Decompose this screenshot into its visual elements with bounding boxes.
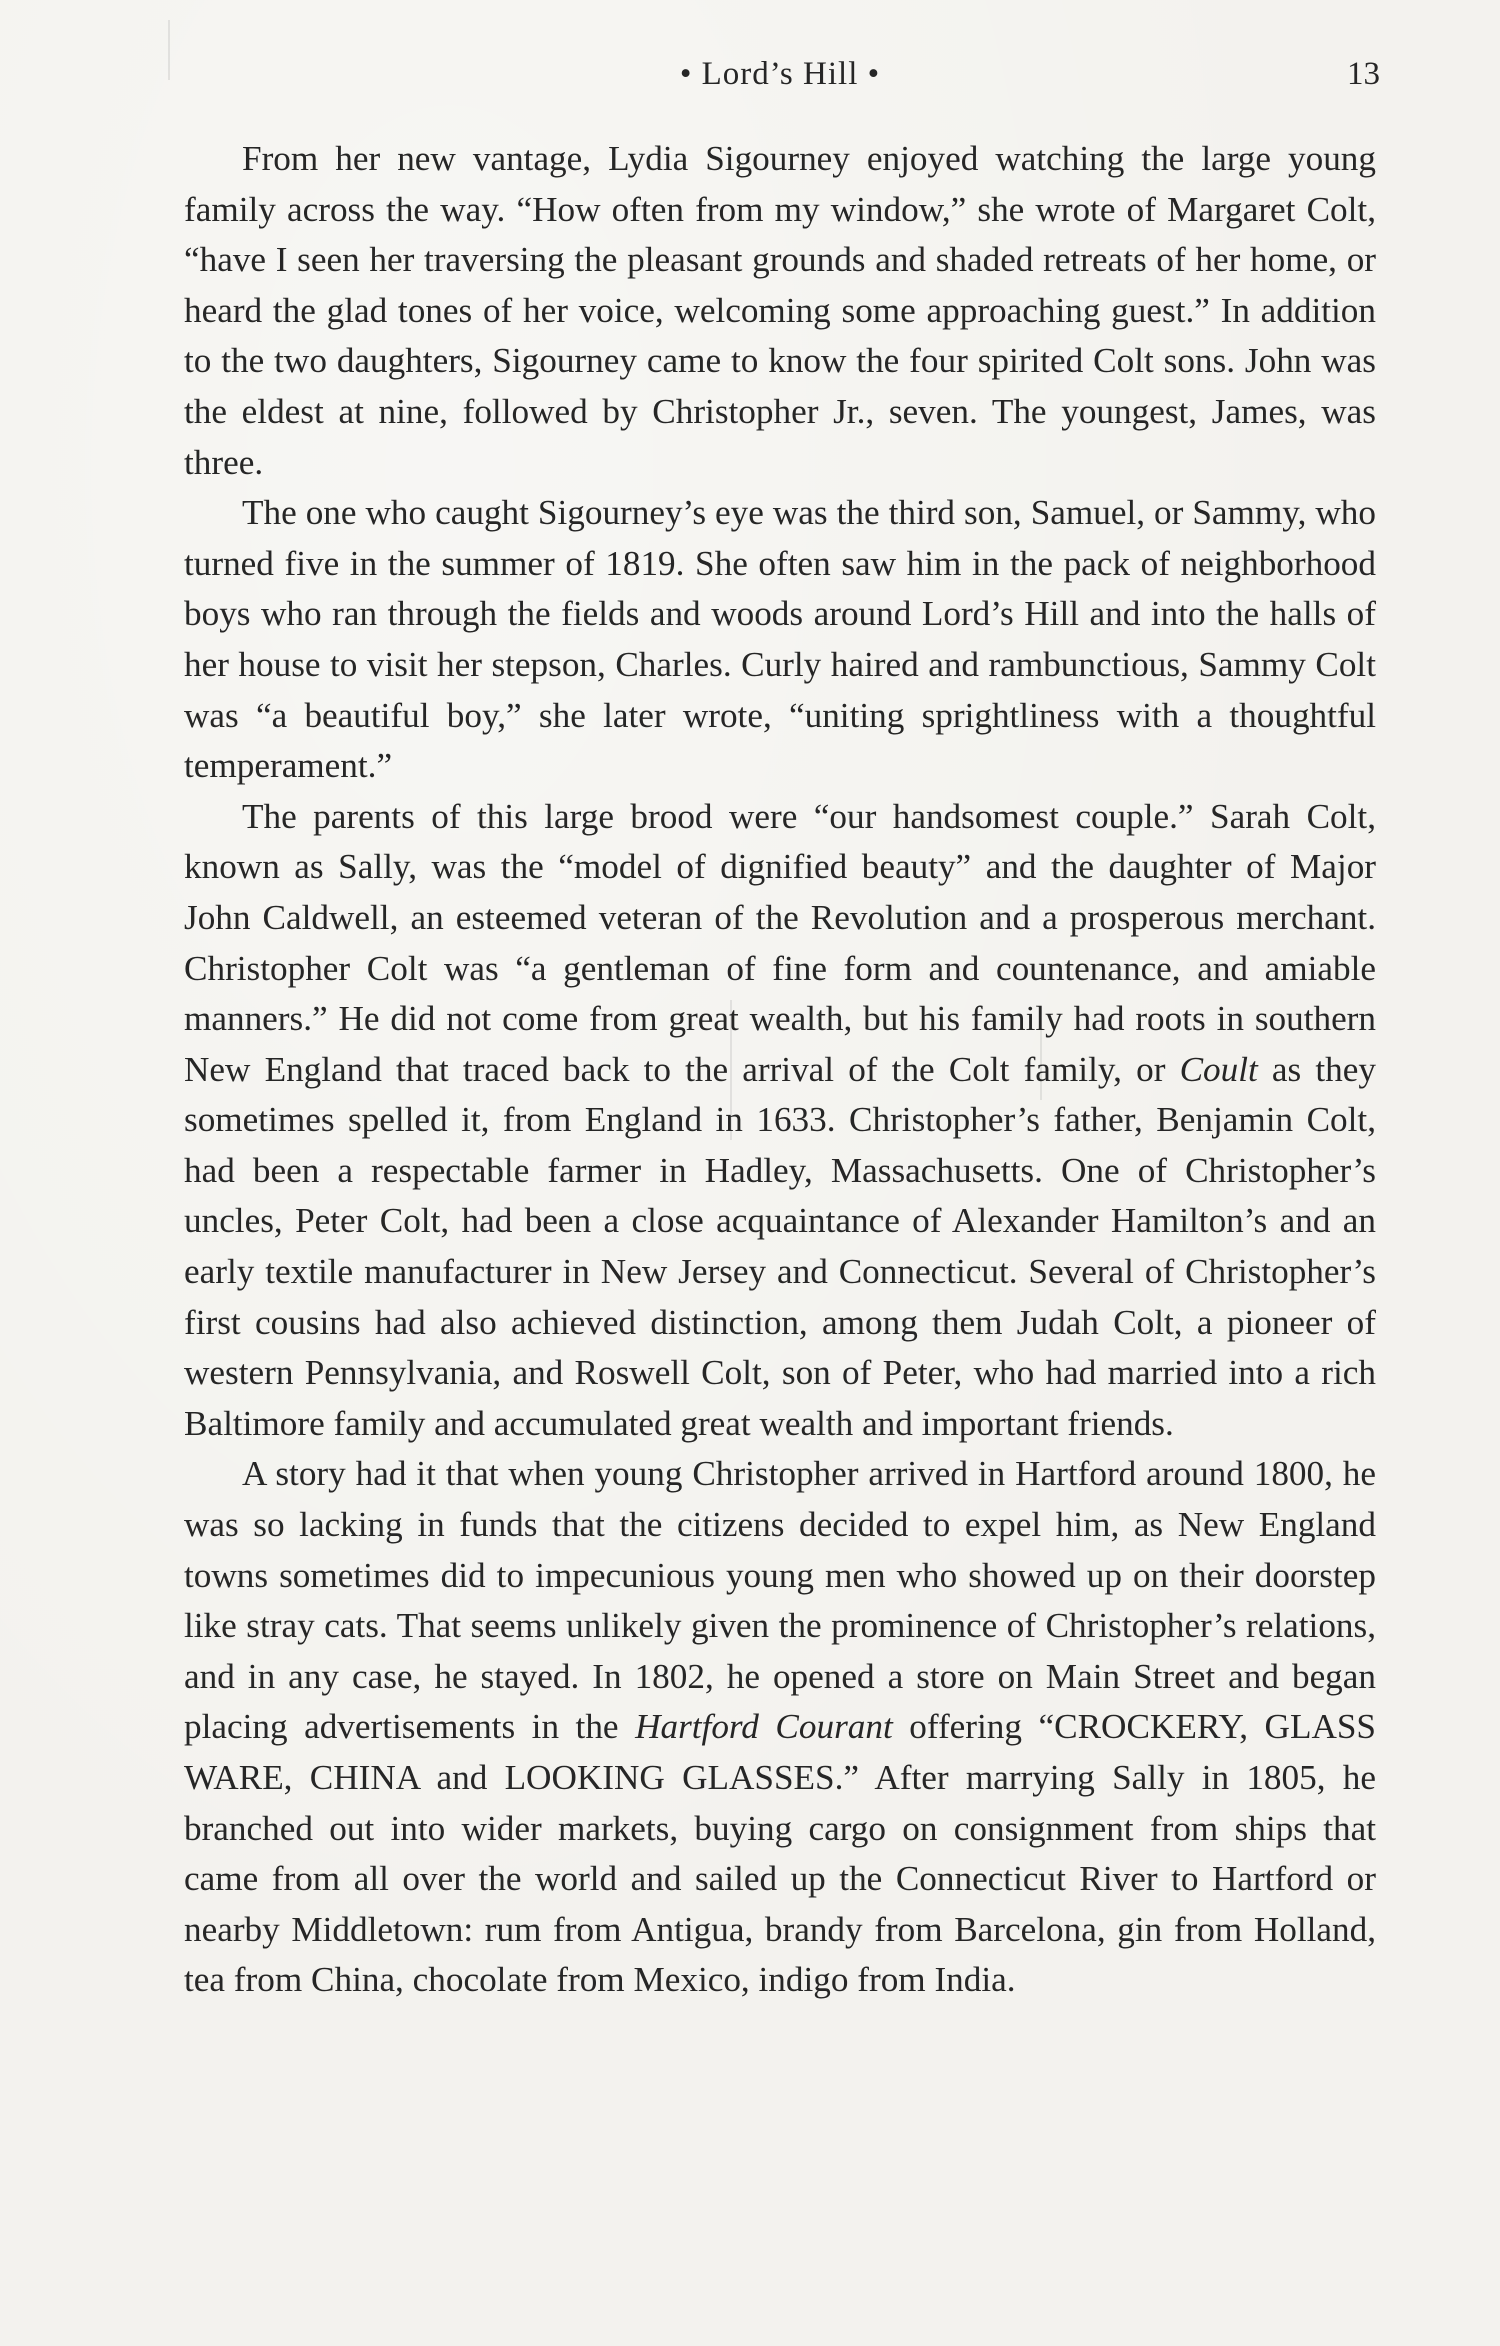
running-title: • Lord’s Hill • <box>679 56 881 92</box>
text-run: offering “CROCKERY, GLASS WARE, CHINA and LOOKING GLASSES.” After marrying Sally in 1805, he branched out into wider markets, buying cargo on consignment from ships that came from all over the world and sailed up the Connecticut River to Hartford or nearby Middletown: rum from Antigua, brandy from Barcelona, gin from Holland, tea from China, chocolate from Mexico, indigo from India. <box>184 1707 1377 2000</box>
text-run: as they sometimes spelled it, from England in 1633. Christopher’s father, Benjamin Colt, had been a respectable farmer in Hadley, Massachusetts. One of Christopher’s uncles, Peter Colt, had been a close acquaintance of Alexander Hamilton’s and an early textile manufacturer in New Jersey and Connecticut. Several of Christopher’s first cousins had also achieved distinction, among them Judah Colt, a pioneer of western Pennsylvania, and Roswell Colt, son of Peter, who had married into a rich Baltimore family and accumulated great wealth and important friends. <box>184 1049 1376 1443</box>
paragraph <box>184 134 1376 488</box>
running-head <box>180 50 1380 100</box>
text-run: A story had it that when young Christopher arrived in Hartford around 1800, he was so lacking in funds that the citizens decided to expel him, as New England towns sometimes did to impecunious young men who showed up on their doorstep like stray cats. That seems unlikely given the prominence of Christopher’s relations, and in any case, he stayed. In 1802, he opened a store on Main Street and began placing advertisements in the <box>184 1454 1376 1747</box>
page-number: 13 <box>1347 56 1380 92</box>
italic-text-run: Coult <box>1179 1049 1258 1089</box>
show-through-mark <box>168 20 170 80</box>
paragraph <box>184 1449 1376 2006</box>
text-run: From her new vantage, Lydia Sigourney enjoyed watching the large young family across the way. “How often from my window,” she wrote of Margaret Colt, “have I seen her traversing the pleasant grounds and shaded retreats of her home, or heard the glad tones of her voice, welcoming some approaching guest.” In addition to the two daughters, Sigourney came to know the four spirited Colt sons. John was the eldest at nine, followed by Christopher Jr., seven. The youngest, James, was three. <box>184 139 1376 482</box>
paragraph <box>184 792 1376 1450</box>
paragraph <box>184 488 1376 792</box>
body-text <box>184 134 1376 2006</box>
text-run: The parents of this large brood were “our handsomest couple.” Sarah Colt, known as Sally, was the “model of dignified beauty” and the daughter of Major John Caldwell, an esteemed veteran of the Revolution and a prosperous merchant. Christopher Colt was “a gentleman of fine form and countenance, and amiable manners.” He did not come from great wealth, but his family had roots in southern New England that traced back to the arrival of the Colt family, or <box>184 796 1376 1089</box>
italic-text-run: Hartford Courant <box>635 1707 893 1747</box>
text-run: The one who caught Sigourney’s eye was the third son, Samuel, or Sammy, who turned five in the summer of 1819. She often saw him in the pack of neighborhood boys who ran through the fields and woods around Lord’s Hill and into the halls of her house to visit her stepson, Charles. Curly haired and rambunctious, Sammy Colt was “a beautiful boy,” she later wrote, “uniting sprightliness with a thoughtful temperament.” <box>184 493 1376 786</box>
